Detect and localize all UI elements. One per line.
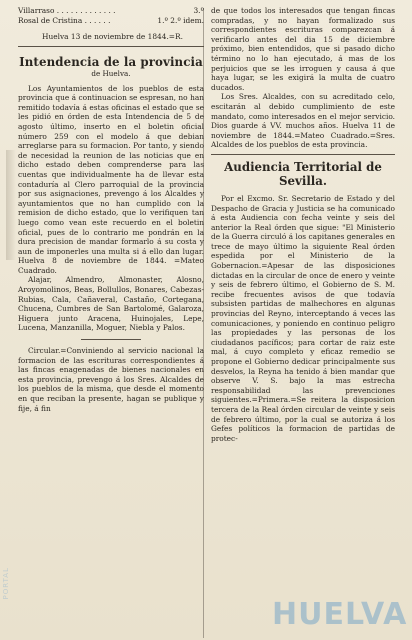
page-fold-shadow [6, 150, 16, 260]
list-row [18, 16, 204, 26]
row-name: Villarraso . . . . . . . . . . . . . [18, 6, 116, 15]
section-title: Audiencia Territorial de Sevilla. [224, 159, 382, 188]
divider [211, 154, 395, 155]
body-paragraph: Circular.=Conviniendo al servicio nacional la formacion de las escrituras correspondientes á las fincas enagenadas de bienes nacionales en esta provincia, prevengo á los Sres. Alcaldes de los pueblos de la misma, que desde el momento en que reciban la presente, hagan se publique y fije, á fin [18, 346, 204, 413]
row-name: Rosal de Cristina . . . . . . [18, 16, 111, 25]
watermark-logo: HUELVA [272, 597, 408, 632]
divider [81, 339, 141, 340]
body-paragraph: Por el Excmo. Sr. Secretario de Estado y del Despacho de Gracia y Justicia se ha comunicado á esta Audiencia con fecha veinte y seis del anterior la Real órden que sigue: "El Ministerio de la Guerra circuló á los capitanes generales en trece de mayo último la siguiente Real órden espedida por el Ministerio de la Gobernacion.=Apesar de las disposiciones dictadas en la circular de once de enero y veinte y seis de febrero último, el Gobierno de S. M. recibe frecuentes avisos de que todavía subsisten partidas de malhechores en algunas provincias del Reyno, interceptando á veces las comunicaciones, y poniendo en continuo peligro las propiedades y las personas de los ciudadanos pacíficos; para cortar de raiz este mal, á cuyo completo y eficaz remedio se propone el Gobierno dedicar principalmente sus desvelos, la Reyna ha tenido á bien mandar que observe V. S. bajo la mas estrecha responsabilidad las prevenciones siguientes.=Primera.=Se reitera la disposicion tercera de la Real órden circular de veinte y seis de febrero último, por la cual se autoriza á los Gefes políticos la formacion de partidas de protec- [211, 193, 395, 443]
section-title: Intendencia de la provincia [19, 54, 203, 69]
body-paragraph: de que todos los interesados que tengan fincas compradas, y no hayan formalizado sus correspondientes escrituras comparezcan á verificarlo antes del dia 15 de diciembre próximo, bien entendidos, que si pasado dicho término no lo han ejecutado, á mas de los perjuicios que se les irroguen y causa á que haya lugar, se les exigirá la multa de cuatro ducados. [211, 6, 395, 92]
dateline: Huelva 13 de noviembre de 1844.=R. [42, 32, 183, 41]
body-paragraph: Los Sres. Alcaldes, con su acreditado celo, escitarán al debido cumplimiento de este mandato, como interesados en el mejor servicio. Dios guarde á VV. muchos años. Huelva 11 de noviembre de 1844.=Mateo Cuadrado.=Sres. Alcaldes de los pueblos de esta provincia. [211, 92, 395, 150]
body-paragraph: Los Ayuntamientos de los pueblos de esta provincia que á continuacion se espresan, no han remitido todavía á estas oficinas el estado que se les pidió en órden de esta Intendencia de 5 de agosto último, inserto en el boletin oficial número 259 con el modelo á que debian arreglarse para su formacion. Por tanto, y siendo de necesidad la reunion de las noticias que en dicho estado deben comprenderse para las cuentas que individualmente ha de llevar esta contaduría al Clero parroquial de la provincia por sus asignaciones, prevengo á los Alcaldes y ayuntamientos que no han cumplido con la remision de dicho estado, que lo verifiquen tan luego como vean este recuerdo en el boletin oficial, pues de lo contrario me pondrán en la dura precision de mandar formarlo á su costa y aun de imponerles una multa si á ello dan lugar. Huelva 8 de noviembre de 1844. =Mateo Cuadrado. [18, 83, 204, 275]
row-value: 3.º [193, 6, 204, 15]
row-value: 1.º 2.º idem. [157, 16, 204, 25]
watermark-side: PORTAL [2, 567, 10, 600]
right-column [211, 6, 395, 443]
divider [18, 46, 204, 47]
section-subtitle: de Huelva. [91, 68, 131, 78]
town-list: Alajar, Almendro, Almonaster, Alosno, Aroyomolinos, Beas, Bollullos, Bonares, Cabezas-Rubias, Cala, Cañaveral, Castaño, Cortegana, Chucena, Cumbres de San Bartolomé, Galaroza, Higuera junto Aracena, Huinojales, Lepe, Lucena, Manzanilla, Moguer, Niebla y Palos. [18, 275, 204, 333]
left-column [18, 6, 204, 413]
list-row [18, 6, 204, 16]
